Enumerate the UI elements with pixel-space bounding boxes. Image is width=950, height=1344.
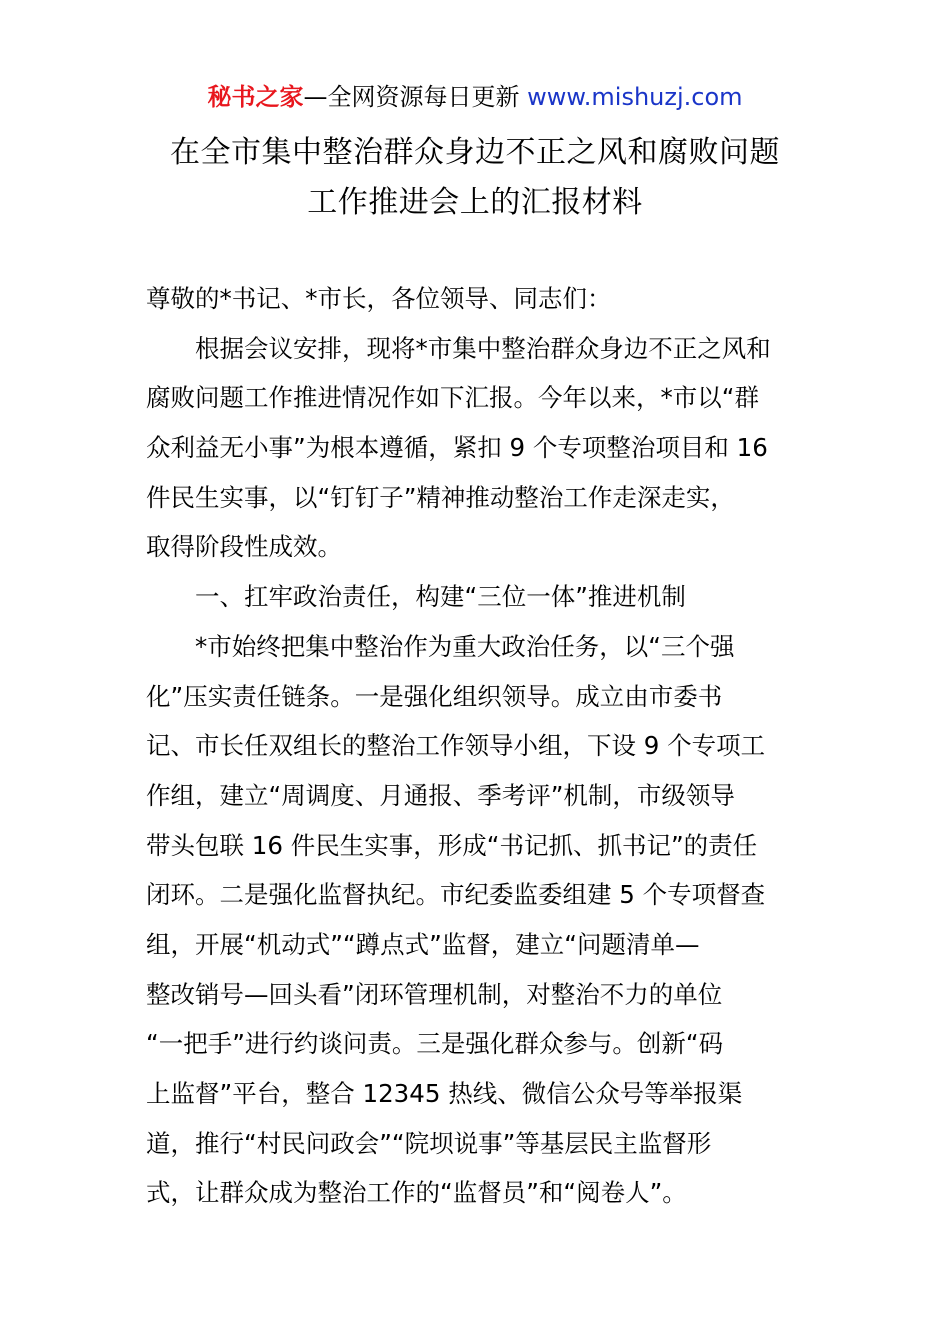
body-line: 式，让群众成为整治工作的“监督员”和“阅卷人”。 — [146, 1178, 687, 1208]
body-line: 腐败问题工作推进情况作如下汇报。今年以来，*市以“群 — [146, 383, 759, 413]
body-line: 上监督”平台，整合 12345 热线、微信公众号等举报渠 — [146, 1079, 743, 1108]
document-title — [0, 128, 950, 228]
body-line: 根据会议安排，现将*市集中整治群众身边不正之风和 — [195, 333, 771, 363]
header-tagline: —全网资源每日更新 — [303, 83, 528, 111]
section-heading: 一、扛牢政治责任，构建“三位一体”推进机制 — [195, 582, 686, 612]
body-line: 组，开展“机动式”“蹲点式”监督，建立“问题清单— — [146, 929, 700, 959]
title-line-1: 在全市集中整治群众身边不正之风和腐败问题 — [170, 135, 780, 170]
body-line: 件民生实事，以“钉钉子”精神推动整治工作走深走实， — [146, 482, 735, 512]
body-line: 记、市长任双组长的整治工作领导小组，下设 9 个专项工 — [146, 731, 766, 761]
body-line: 带头包联 16 件民生实事，形成“书记抓、抓书记”的责任 — [146, 830, 758, 860]
salutation: 尊敬的*书记、*市长，各位领导、同志们： — [146, 284, 612, 313]
site-url-link[interactable]: www.mishuzj.com — [527, 83, 743, 111]
body-line: 作组，建立“周调度、月通报、季考评”机制，市级领导 — [146, 780, 735, 810]
body-line: “一把手”进行约谈问责。三是强化群众参与。创新“码 — [146, 1029, 724, 1059]
body-line: *市始终把集中整治作为重大政治任务，以“三个强 — [195, 631, 735, 661]
body-line: 取得阶段性成效。 — [146, 532, 342, 562]
site-header — [0, 80, 950, 114]
body-line: 道，推行“村民问政会”“院坝说事”等基层民主监督形 — [146, 1128, 712, 1158]
body-line: 众利益无小事”为根本遵循，紧扣 9 个专项整治项目和 16 — [146, 433, 768, 463]
body-line: 化”压实责任链条。一是强化组织领导。成立由市委书 — [146, 681, 723, 711]
title-line-2: 工作推进会上的汇报材料 — [307, 185, 643, 220]
body-line: 整改销号—回头看”闭环管理机制，对整治不力的单位 — [146, 979, 723, 1009]
document-body — [146, 274, 810, 1218]
brand-name: 秘书之家 — [207, 83, 304, 111]
body-line: 闭环。二是强化监督执纪。市纪委监委组建 5 个专项督查 — [146, 880, 766, 910]
